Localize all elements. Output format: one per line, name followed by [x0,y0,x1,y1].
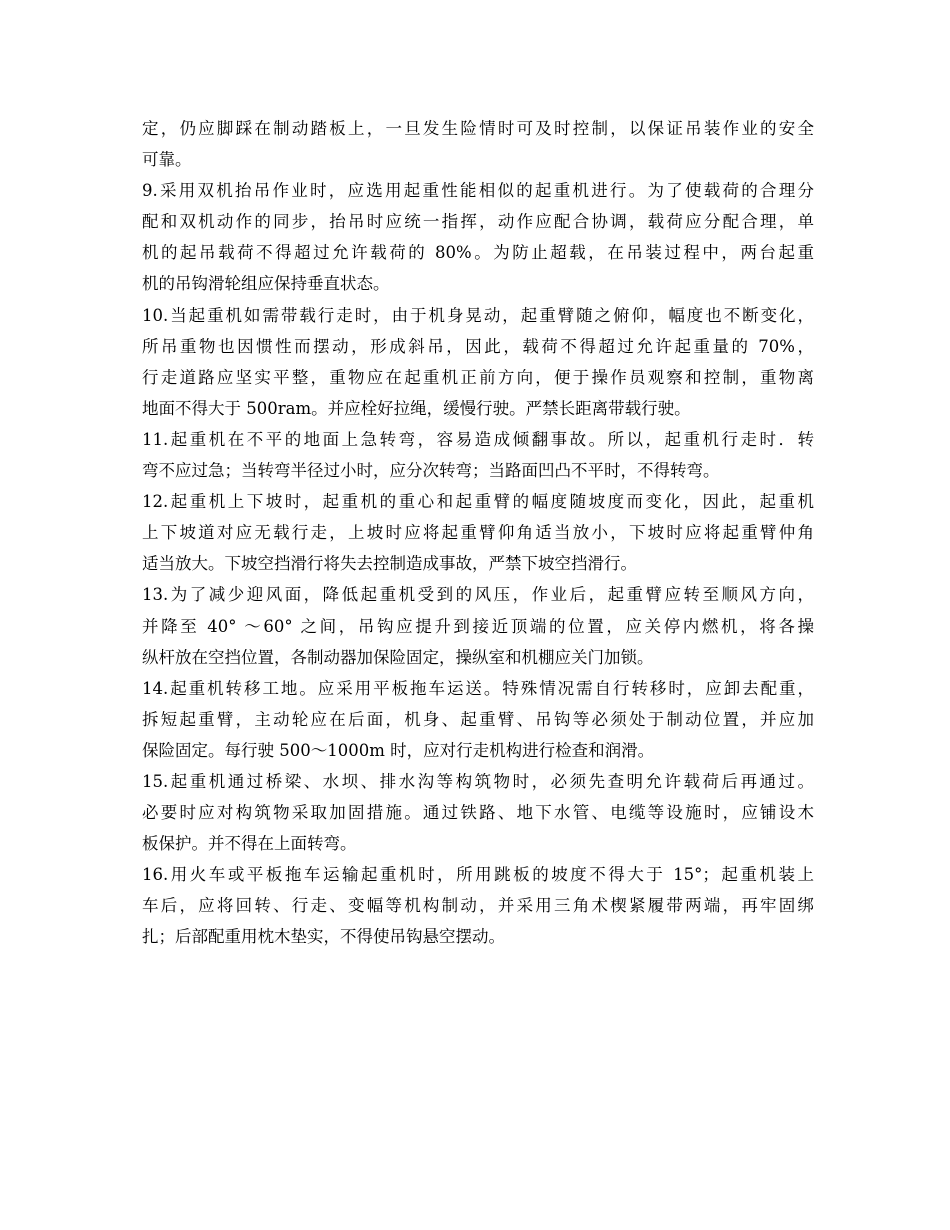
document-page [142,113,814,953]
text-line: 定，仍应脚踩在制动踏板上，一旦发生险情时可及时控制，以保证吊装作业的安全 [142,119,814,138]
text-line: 上下坡道对应无载行走，上坡时应将起重臂仰角适当放小，下坡时应将起重臂仲角 [142,523,814,543]
text-line: 弯不应过急；当转弯半径过小时，应分次转弯；当路面凹凸不平时，不得转弯。 [142,461,720,481]
text-line: 适当放大。下坡空挡滑行将失去控制造成事故，严禁下坡空挡滑行。 [142,554,637,574]
paragraph-item-14 [142,673,814,766]
paragraph-item-13 [142,579,814,672]
text-line: 所吊重物也因惯性而摆动，形成斜吊，因此，载荷不得超过允许起重量的 70%， [142,336,814,356]
text-line: 13.为了减少迎风面，降低起重机受到的风压，作业后，起重臂应转至顺风方向， [142,585,814,605]
text-line: 机的起吊载荷不得超过允许载荷的 80%。为防止超载，在吊装过程中，两台起重 [142,243,814,263]
text-line: 12.起重机上下坡时，起重机的重心和起重臂的幅度随坡度而变化，因此，起重机 [142,492,814,512]
text-line: 可靠。 [142,150,192,170]
text-line: 必要时应对构筑物采取加固措施。通过铁路、地下水管、电缆等设施时，应铺设木 [142,803,814,823]
text-line: 纵杆放在空挡位置，各制动器加保险固定，操纵室和机棚应关门加锁。 [142,647,654,667]
text-line: 行走道路应坚实平整，重物应在起重机正前方向，便于操作员观察和控制，重物离 [142,367,814,387]
text-line: 并降至 40° ～60° 之间，吊钩应提升到接近顶端的位置，应关停内燃机，将各操 [142,616,814,636]
text-line: 15.起重机通过桥梁、水坝、排水沟等构筑物时，必须先查明允许载荷后再通过。 [142,771,814,791]
paragraph-item-11 [142,424,814,486]
text-line: 机的吊钩滑轮组应保持垂直状态。 [142,274,390,294]
text-line: 车后，应将回转、行走、变幅等机构制动，并采用三角术楔紧履带两端，再牢固绑 [142,896,814,916]
text-line: 10.当起重机如需带载行走时，由于机身晃动，起重臂随之俯仰，幅度也不断变化， [142,305,814,325]
text-line: 板保护。并不得在上面转弯。 [142,834,357,854]
text-line: 扎；后部配重用枕木垫实，不得使吊钩悬空摆动。 [142,927,505,947]
text-line: 16.用火车或平板拖车运输起重机时，所用跳板的坡度不得大于 15°；起重机装上 [142,865,814,885]
paragraph-item-10 [142,300,814,424]
text-line: 配和双机动作的同步，抬吊时应统一指挥，动作应配合协调，载荷应分配合理，单 [142,212,814,232]
paragraph-continued [142,113,814,175]
text-line: 14.起重机转移工地。应采用平板拖车运送。特殊情况需自行转移时，应卸去配重， [142,678,814,698]
text-line: 拆短起重臂，主动轮应在后面，机身、起重臂、吊钩等必须处于制动位置，并应加 [142,709,814,729]
text-line: 保险固定。每行驶 500～1000m 时，应对行走机构进行检查和润滑。 [142,740,655,760]
text-line: 地面不得大于 500ram。并应栓好拉绳，缓慢行驶。严禁长距离带载行驶。 [142,398,691,418]
text-line: 11.起重机在不平的地面上急转弯，容易造成倾翻事故。所以，起重机行走时．转 [142,429,814,449]
paragraph-item-15 [142,766,814,859]
paragraph-item-16 [142,859,814,952]
paragraph-item-9 [142,175,814,299]
paragraph-item-12 [142,486,814,579]
text-line: 9.采用双机抬吊作业时，应选用起重性能相似的起重机进行。为了使载荷的合理分 [142,181,814,201]
